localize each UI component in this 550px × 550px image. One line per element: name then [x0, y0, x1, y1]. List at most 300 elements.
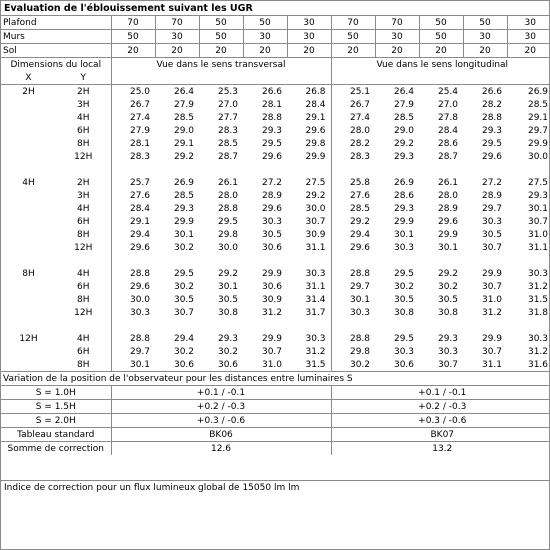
transversal-value: 28.5 — [173, 190, 195, 201]
somme-label: Somme de correction — [1, 442, 111, 456]
sol-value: 20 — [111, 44, 155, 58]
transversal-value: 30.6 — [173, 359, 195, 370]
longitudinal-value: 29.9 — [481, 333, 503, 344]
spacer-row — [1, 163, 550, 176]
longitudinal-value: 26.6 — [463, 85, 507, 99]
blank-cell — [331, 254, 550, 267]
longitudinal-value: 29.3 — [393, 203, 415, 214]
murs-label: Murs — [1, 30, 111, 44]
transversal-value: 29.4 — [173, 333, 195, 344]
transversal-value: 29.6 — [111, 241, 155, 254]
transversal-value: 29.5 — [261, 138, 283, 149]
transversal-value: 28.5 — [173, 112, 195, 123]
plafond-value: 70 — [331, 16, 375, 30]
longitudinal-value: 29.2 — [437, 268, 459, 279]
y-value: 3H — [77, 99, 90, 110]
transversal-value: 27.6 — [111, 189, 155, 202]
plafond-value: 30 — [287, 16, 331, 30]
y-value: 12H — [74, 151, 93, 162]
transversal-value: 30.3 — [261, 216, 283, 227]
page-title: Evaluation de l'éblouissement suivant les UGR — [4, 3, 253, 14]
longitudinal-value: 26.7 — [331, 98, 375, 111]
transversal-value: 26.1 — [217, 177, 239, 188]
longitudinal-value: 28.9 — [481, 190, 503, 201]
blank-cell — [1, 163, 111, 176]
transversal-value: 27.4 — [111, 111, 155, 124]
transversal-value: 29.8 — [305, 138, 326, 149]
x-value — [1, 358, 56, 372]
longitudinal-value: 31.0 — [481, 294, 503, 305]
transversal-value: 25.3 — [199, 85, 243, 99]
transversal-value: 26.7 — [111, 98, 155, 111]
plafond-value: 30 — [507, 16, 550, 30]
y-value: 8H — [77, 294, 90, 305]
longitudinal-value: 31.6 — [527, 359, 549, 370]
longitudinal-value: 28.2 — [481, 99, 503, 110]
longitudinal-value: 31.5 — [527, 294, 549, 305]
longitudinal-value: 28.8 — [331, 267, 375, 280]
longitudinal-value: 26.9 — [507, 85, 550, 99]
longitudinal-value: 29.9 — [393, 216, 415, 227]
longitudinal-value: 30.3 — [331, 306, 375, 319]
longitudinal-value: 31.1 — [527, 242, 549, 253]
spacer-row — [1, 254, 550, 267]
x-value: 4H — [22, 177, 35, 188]
ugr-table — [1, 15, 550, 455]
longitudinal-value: 26.9 — [393, 177, 415, 188]
blank-cell — [331, 163, 550, 176]
longitudinal-value: 29.6 — [481, 151, 503, 162]
ugr-data-row — [1, 85, 550, 99]
spacing-label: S = 1.0H — [1, 386, 111, 400]
longitudinal-value: 30.1 — [331, 293, 375, 306]
ugr-data-row — [1, 215, 550, 228]
longitudinal-value: 27.9 — [393, 99, 415, 110]
longitudinal-value: 30.7 — [481, 281, 503, 292]
longitudinal-value: 29.8 — [331, 345, 375, 358]
transversal-value: 31.1 — [305, 281, 326, 292]
longitudinal-value: 27.8 — [437, 112, 459, 123]
x-value — [1, 293, 56, 306]
longitudinal-value: 29.7 — [481, 203, 503, 214]
x-value — [1, 137, 56, 150]
variation-row — [1, 386, 550, 400]
transversal-value: 29.2 — [305, 190, 326, 201]
longitudinal-value: 28.6 — [393, 190, 415, 201]
longitudinal-value: 30.1 — [527, 203, 549, 214]
x-value — [1, 111, 56, 124]
blank-cell — [111, 319, 331, 332]
transversal-value: 30.7 — [261, 346, 283, 357]
blank-cell — [1, 254, 111, 267]
longitudinal-value: 29.3 — [527, 190, 549, 201]
transversal-value: 28.1 — [261, 99, 283, 110]
correction-index-note: Indice de correction pour un flux lumineux global de 15050 lm lm — [4, 483, 300, 493]
longitudinal-variation: +0.1 / -0.1 — [331, 386, 550, 400]
transversal-value: 29.3 — [217, 333, 239, 344]
divider — [1, 480, 549, 481]
transversal-value: 31.7 — [305, 307, 326, 318]
variation-header-row — [1, 372, 550, 386]
sol-value: 20 — [375, 44, 419, 58]
ugr-data-row — [1, 202, 550, 215]
longitudinal-value: 30.6 — [393, 359, 415, 370]
transversal-value: 28.3 — [217, 125, 239, 136]
sol-value: 20 — [155, 44, 199, 58]
longitudinal-label: Vue dans le sens longitudinal — [331, 58, 550, 72]
murs-value: 50 — [331, 30, 375, 44]
ugr-data-row — [1, 137, 550, 150]
transversal-value: 29.9 — [305, 151, 326, 162]
variation-row — [1, 400, 550, 414]
y-value: 12H — [74, 242, 93, 253]
y-label: Y — [80, 72, 86, 83]
spacing-label: S = 2.0H — [1, 414, 111, 428]
longitudinal-value: 31.1 — [481, 359, 503, 370]
plafond-value: 50 — [199, 16, 243, 30]
transversal-value: 27.7 — [217, 112, 239, 123]
murs-value: 30 — [243, 30, 287, 44]
murs-value: 50 — [419, 30, 463, 44]
murs-value: 50 — [199, 30, 243, 44]
transversal-variation: +0.2 / -0.3 — [111, 400, 331, 414]
ugr-data-row — [1, 228, 550, 241]
transversal-value: 30.0 — [305, 203, 326, 214]
longitudinal-value: 28.5 — [393, 112, 415, 123]
x-value: 8H — [22, 268, 35, 279]
transversal-value: 27.0 — [217, 99, 239, 110]
transversal-value: 29.9 — [261, 333, 283, 344]
transversal-label: Vue dans le sens transversal — [111, 58, 331, 72]
transversal-value: 30.9 — [261, 294, 283, 305]
longitudinal-value: 30.2 — [437, 281, 459, 292]
transversal-value: 26.8 — [287, 85, 331, 99]
blank-cell — [111, 163, 331, 176]
longitudinal-value: 28.4 — [437, 125, 459, 136]
transversal-value: 28.1 — [111, 137, 155, 150]
longitudinal-value: 31.2 — [527, 281, 549, 292]
longitudinal-value: 29.9 — [527, 138, 549, 149]
longitudinal-variation: +0.2 / -0.3 — [331, 400, 550, 414]
longitudinal-value: 30.7 — [481, 346, 503, 357]
longitudinal-value: 29.9 — [481, 268, 503, 279]
transversal-variation: +0.1 / -0.1 — [111, 386, 331, 400]
longitudinal-value: 30.1 — [393, 229, 415, 240]
transversal-value: 30.1 — [217, 281, 239, 292]
sol-label: Sol — [1, 44, 111, 58]
transversal-value: 30.7 — [173, 307, 195, 318]
longitudinal-value: 28.0 — [437, 190, 459, 201]
longitudinal-value: 28.8 — [331, 332, 375, 345]
ugr-data-row — [1, 241, 550, 254]
longitudinal-value: 30.3 — [437, 346, 459, 357]
x-value — [1, 189, 56, 202]
longitudinal-value: 27.2 — [481, 177, 503, 188]
transversal-value: 30.7 — [305, 216, 326, 227]
transversal-value: 30.2 — [217, 346, 239, 357]
longitudinal-value: 28.7 — [437, 151, 459, 162]
y-value: 4H — [77, 112, 90, 123]
y-value: 4H — [77, 203, 90, 214]
longitudinal-value: 31.2 — [481, 307, 503, 318]
longitudinal-value: 30.5 — [437, 294, 459, 305]
murs-value: 30 — [507, 30, 550, 44]
transversal-value: 29.1 — [173, 138, 195, 149]
tableau-longitudinal: BK07 — [331, 428, 550, 442]
ugr-data-row — [1, 176, 550, 189]
transversal-value: 29.4 — [111, 228, 155, 241]
longitudinal-value: 26.1 — [437, 177, 459, 188]
longitudinal-value: 30.1 — [437, 242, 459, 253]
transversal-value: 30.0 — [111, 293, 155, 306]
somme-row — [1, 442, 550, 456]
transversal-value: 29.1 — [305, 112, 326, 123]
longitudinal-value: 29.5 — [481, 138, 503, 149]
x-value — [1, 241, 56, 254]
ugr-data-row — [1, 280, 550, 293]
longitudinal-value: 29.3 — [393, 151, 415, 162]
transversal-value: 27.2 — [261, 177, 283, 188]
longitudinal-value: 29.5 — [393, 333, 415, 344]
x-value — [1, 345, 56, 358]
longitudinal-value: 29.5 — [393, 268, 415, 279]
transversal-value: 30.8 — [217, 307, 239, 318]
longitudinal-value: 31.0 — [527, 229, 549, 240]
longitudinal-value: 30.7 — [527, 216, 549, 227]
transversal-value: 28.5 — [217, 138, 239, 149]
transversal-value: 30.3 — [111, 306, 155, 319]
longitudinal-value: 30.3 — [527, 268, 549, 279]
murs-value: 30 — [155, 30, 199, 44]
sol-value: 20 — [199, 44, 243, 58]
blank-cell — [111, 71, 331, 85]
ugr-data-row — [1, 124, 550, 137]
sol-value: 20 — [243, 44, 287, 58]
tableau-label: Tableau standard — [1, 428, 111, 442]
longitudinal-value: 28.5 — [331, 202, 375, 215]
y-value: 6H — [77, 346, 90, 357]
x-value — [1, 280, 56, 293]
longitudinal-value: 29.2 — [393, 138, 415, 149]
blank-cell — [331, 71, 550, 85]
transversal-value: 29.2 — [217, 268, 239, 279]
transversal-value: 30.2 — [173, 281, 195, 292]
transversal-variation: +0.3 / -0.6 — [111, 414, 331, 428]
longitudinal-value: 28.3 — [331, 150, 375, 163]
transversal-value: 26.9 — [173, 177, 195, 188]
murs-value: 30 — [463, 30, 507, 44]
transversal-value: 30.0 — [217, 242, 239, 253]
ugr-data-row — [1, 306, 550, 319]
x-value — [1, 228, 56, 241]
plafond-value: 70 — [375, 16, 419, 30]
longitudinal-value: 29.6 — [437, 216, 459, 227]
longitudinal-value: 30.5 — [393, 294, 415, 305]
ugr-data-row — [1, 345, 550, 358]
transversal-value: 30.6 — [261, 281, 283, 292]
ugr-data-row — [1, 293, 550, 306]
transversal-value: 26.6 — [243, 85, 287, 99]
transversal-value: 29.5 — [173, 268, 195, 279]
spacer-row — [1, 319, 550, 332]
longitudinal-value: 29.4 — [331, 228, 375, 241]
sol-value: 20 — [287, 44, 331, 58]
transversal-value: 27.9 — [173, 99, 195, 110]
longitudinal-value: 30.3 — [393, 242, 415, 253]
longitudinal-value: 30.0 — [527, 151, 549, 162]
longitudinal-value: 28.5 — [527, 99, 549, 110]
x-value: 12H — [19, 333, 38, 344]
longitudinal-value: 29.1 — [527, 112, 549, 123]
sol-value: 20 — [331, 44, 375, 58]
tableau-row — [1, 428, 550, 442]
transversal-value: 30.1 — [173, 229, 195, 240]
longitudinal-value: 30.2 — [393, 281, 415, 292]
longitudinal-value: 27.5 — [527, 177, 549, 188]
sol-row — [1, 44, 550, 58]
longitudinal-value: 29.3 — [481, 125, 503, 136]
longitudinal-value: 30.3 — [393, 346, 415, 357]
ugr-data-row — [1, 358, 550, 372]
tableau-transversal: BK06 — [111, 428, 331, 442]
transversal-value: 28.8 — [111, 332, 155, 345]
transversal-value: 29.3 — [261, 125, 283, 136]
transversal-value: 27.5 — [305, 177, 326, 188]
y-value: 12H — [74, 307, 93, 318]
transversal-value: 29.6 — [261, 203, 283, 214]
somme-transversal: 12.6 — [111, 442, 331, 456]
transversal-value: 29.7 — [111, 345, 155, 358]
x-label: X — [25, 72, 32, 83]
ugr-data-row — [1, 267, 550, 280]
x-value — [1, 150, 56, 163]
longitudinal-value: 30.8 — [437, 307, 459, 318]
y-value: 3H — [77, 190, 90, 201]
transversal-value: 28.4 — [305, 99, 326, 110]
murs-value: 30 — [287, 30, 331, 44]
blank-cell — [1, 319, 111, 332]
murs-value: 50 — [111, 30, 155, 44]
longitudinal-value: 29.7 — [331, 280, 375, 293]
longitudinal-value: 25.8 — [331, 176, 375, 189]
transversal-value: 28.0 — [217, 190, 239, 201]
x-value — [1, 306, 56, 319]
transversal-value: 26.4 — [155, 85, 199, 99]
transversal-value: 25.0 — [111, 85, 155, 99]
longitudinal-value: 29.7 — [527, 125, 549, 136]
transversal-value: 28.8 — [217, 203, 239, 214]
plafond-row — [1, 16, 550, 30]
transversal-value: 30.6 — [217, 359, 239, 370]
ugr-data-row — [1, 111, 550, 124]
longitudinal-value: 29.3 — [437, 333, 459, 344]
transversal-value: 28.4 — [111, 202, 155, 215]
transversal-value: 31.5 — [305, 359, 326, 370]
transversal-value: 29.9 — [173, 216, 195, 227]
plafond-label: Plafond — [1, 16, 111, 30]
header-row-xy — [1, 71, 550, 85]
transversal-value: 31.2 — [305, 346, 326, 357]
longitudinal-value: 30.2 — [331, 358, 375, 372]
longitudinal-value: 30.5 — [481, 229, 503, 240]
transversal-value: 28.3 — [111, 150, 155, 163]
x-value: 2H — [1, 85, 56, 99]
transversal-value: 30.5 — [217, 294, 239, 305]
transversal-value: 30.2 — [173, 346, 195, 357]
transversal-value: 29.2 — [173, 151, 195, 162]
transversal-value: 30.6 — [261, 242, 283, 253]
transversal-value: 30.3 — [305, 333, 326, 344]
transversal-value: 30.5 — [261, 229, 283, 240]
longitudinal-value: 28.2 — [331, 137, 375, 150]
variation-row — [1, 414, 550, 428]
transversal-value: 30.3 — [305, 268, 326, 279]
transversal-value: 31.4 — [305, 294, 326, 305]
x-value — [1, 98, 56, 111]
longitudinal-value: 28.8 — [481, 112, 503, 123]
longitudinal-value: 27.6 — [331, 189, 375, 202]
blank-cell — [111, 254, 331, 267]
transversal-value: 29.8 — [217, 229, 239, 240]
y-value: 6H — [77, 216, 90, 227]
longitudinal-value: 25.4 — [419, 85, 463, 99]
longitudinal-value: 26.4 — [375, 85, 419, 99]
variation-label: Variation de la position de l'observateur pour les distances entre luminaires S — [1, 372, 550, 386]
longitudinal-value: 29.0 — [393, 125, 415, 136]
transversal-value: 28.8 — [261, 112, 283, 123]
transversal-value: 31.2 — [261, 307, 283, 318]
y-value: 2H — [56, 85, 111, 99]
transversal-value: 31.0 — [261, 359, 283, 370]
longitudinal-value: 30.3 — [527, 333, 549, 344]
transversal-value: 29.6 — [305, 125, 326, 136]
y-value: 8H — [77, 229, 90, 240]
longitudinal-value: 28.6 — [437, 138, 459, 149]
ugr-data-row — [1, 332, 550, 345]
longitudinal-variation: +0.3 / -0.6 — [331, 414, 550, 428]
longitudinal-value: 30.7 — [437, 359, 459, 370]
longitudinal-value: 29.9 — [437, 229, 459, 240]
y-value: 8H — [77, 359, 90, 370]
x-value — [1, 202, 56, 215]
dims-label: Dimensions du local — [1, 58, 111, 72]
transversal-value: 29.9 — [261, 268, 283, 279]
longitudinal-value: 30.3 — [481, 216, 503, 227]
plafond-value: 50 — [463, 16, 507, 30]
transversal-value: 30.9 — [305, 229, 326, 240]
sol-value: 20 — [419, 44, 463, 58]
plafond-value: 70 — [155, 16, 199, 30]
plafond-value: 50 — [419, 16, 463, 30]
ugr-table-body — [1, 16, 550, 456]
header-row — [1, 58, 550, 72]
y-value: 2H — [77, 177, 90, 188]
transversal-value: 28.8 — [111, 267, 155, 280]
transversal-value: 25.7 — [111, 176, 155, 189]
longitudinal-value: 29.6 — [331, 241, 375, 254]
ugr-data-row — [1, 189, 550, 202]
longitudinal-value: 27.0 — [437, 99, 459, 110]
transversal-value: 29.0 — [173, 125, 195, 136]
transversal-value: 29.5 — [217, 216, 239, 227]
x-value — [1, 124, 56, 137]
longitudinal-value: 29.2 — [331, 215, 375, 228]
blank-cell — [331, 319, 550, 332]
transversal-value: 30.1 — [111, 358, 155, 372]
murs-value: 30 — [375, 30, 419, 44]
transversal-value: 29.3 — [173, 203, 195, 214]
y-value: 4H — [77, 268, 90, 279]
